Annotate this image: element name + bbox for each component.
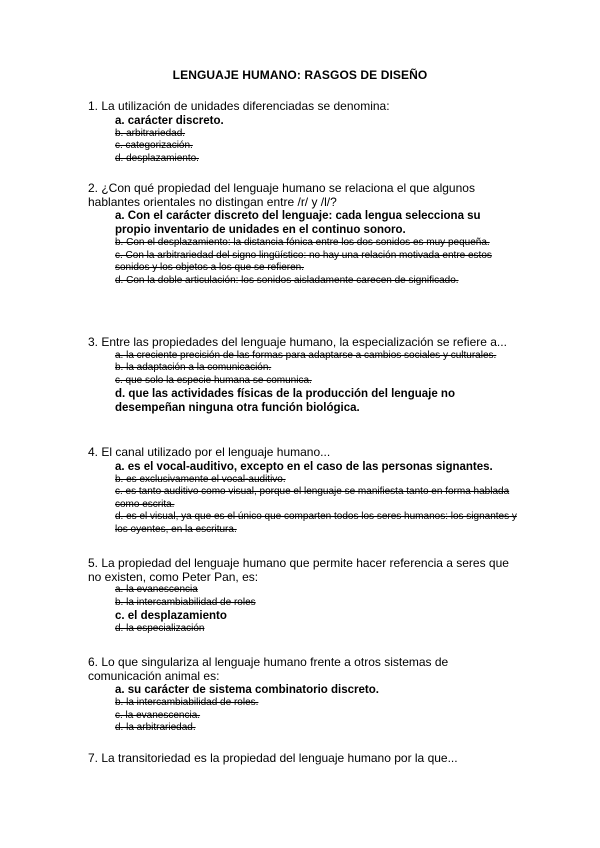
option-b-struck: b. la intercambiabilidad de roles. [115, 697, 259, 708]
option-b-struck: b. la adaptación a la comunicación. [115, 362, 272, 374]
option-d-struck: d. Con la doble articulación: los sonidos aisladamente carecen de significado. [115, 274, 459, 286]
answer-options [115, 683, 518, 735]
question-text: 1. La utilización de unidades diferenciadas se denomina: [88, 99, 390, 113]
option-d-struck: d. desplazamiento. [115, 152, 199, 164]
option-c-struck: c. categorización. [115, 140, 193, 152]
option-b-struck: b. Con el desplazamiento: la distancia fónica entre los dos sonidos es muy pequeña. [115, 237, 490, 248]
question-text: 4. El canal utilizado por el lenguaje humano... [88, 445, 331, 459]
option-b-struck: b. arbitrariedad. [115, 127, 186, 139]
answer-options [115, 350, 518, 416]
question-text: 6. Lo que singulariza al lenguaje humano frente a otros sistemas de comunicación animal es: [88, 655, 449, 683]
option-a-struck: a. la creciente precisión de las formas para adaptarse a cambios sociales y culturales. [115, 349, 497, 361]
question-1 [88, 100, 518, 165]
document-title: LENGUAJE HUMANO: RASGOS DE DISEÑO [172, 68, 428, 82]
option-c-struck: c. Con la arbitrariedad del signo lingüístico: no hay una relación motivada entre estos sonidos y los objetos a los que se refieren. [115, 249, 492, 274]
option-a-correct: a. es el vocal-auditivo, excepto en el caso de las personas signantes. [115, 460, 493, 473]
option-d-struck: d. la arbitrariedad. [115, 722, 196, 734]
option-a-struck: a. la evanescencia [115, 584, 198, 595]
option-d-struck: d. es el visual, ya que es el único que comparten todos los seres humanos: los signantes y los oyentes, en la escritura. [115, 511, 517, 535]
question-3 [88, 336, 518, 415]
question-7 [88, 752, 518, 766]
answer-options [115, 460, 518, 537]
option-a-correct: a. su carácter de sistema combinatorio discreto. [115, 684, 379, 696]
answer-options [115, 114, 518, 166]
answer-options [115, 209, 518, 287]
option-c-struck: c. la evanescencia. [115, 709, 201, 721]
option-c-correct: c. el desplazamiento [115, 610, 227, 623]
question-text: 5. La propiedad del lenguaje humano que permite hacer referencia a seres que no existen, como Peter Pan, es: [88, 556, 509, 584]
option-b-struck: b. es exclusivamente el vocal-auditivo. [115, 473, 286, 485]
option-a-correct: a. carácter discreto. [115, 114, 224, 127]
question-text: 2. ¿Con qué propiedad del lenguaje humano se relaciona el que algunos hablantes orientales no distingan entre /r/ y /l/? [88, 181, 475, 209]
option-c-struck: c. que solo la especie humana se comunica. [115, 374, 312, 386]
question-5 [88, 557, 518, 636]
option-c-struck: c. es tanto auditivo como visual, porque el lenguaje se manifiesta tanto en forma hablada como escrita. [115, 486, 510, 510]
question-2 [88, 182, 518, 287]
question-6 [88, 656, 518, 735]
answer-options [115, 584, 518, 636]
question-4 [88, 446, 518, 536]
option-d-correct: d. que las actividades físicas de la producción del lenguaje no desempeñan ninguna otra función biológica. [115, 388, 455, 415]
option-b-struck: b. la intercambiabilidad de roles [115, 596, 256, 608]
option-d-struck: d. la especialización [115, 623, 205, 635]
question-text: 3. Entre las propiedades del lenguaje humano, la especialización se refiere a... [88, 335, 507, 349]
option-a-correct: a. Con el carácter discreto del lenguaje: cada lengua selecciona su propio inventario de unidades en el continuo sonoro. [115, 210, 481, 236]
question-text: 7. La transitoriedad es la propiedad del lenguaje humano por la que... [88, 751, 458, 765]
